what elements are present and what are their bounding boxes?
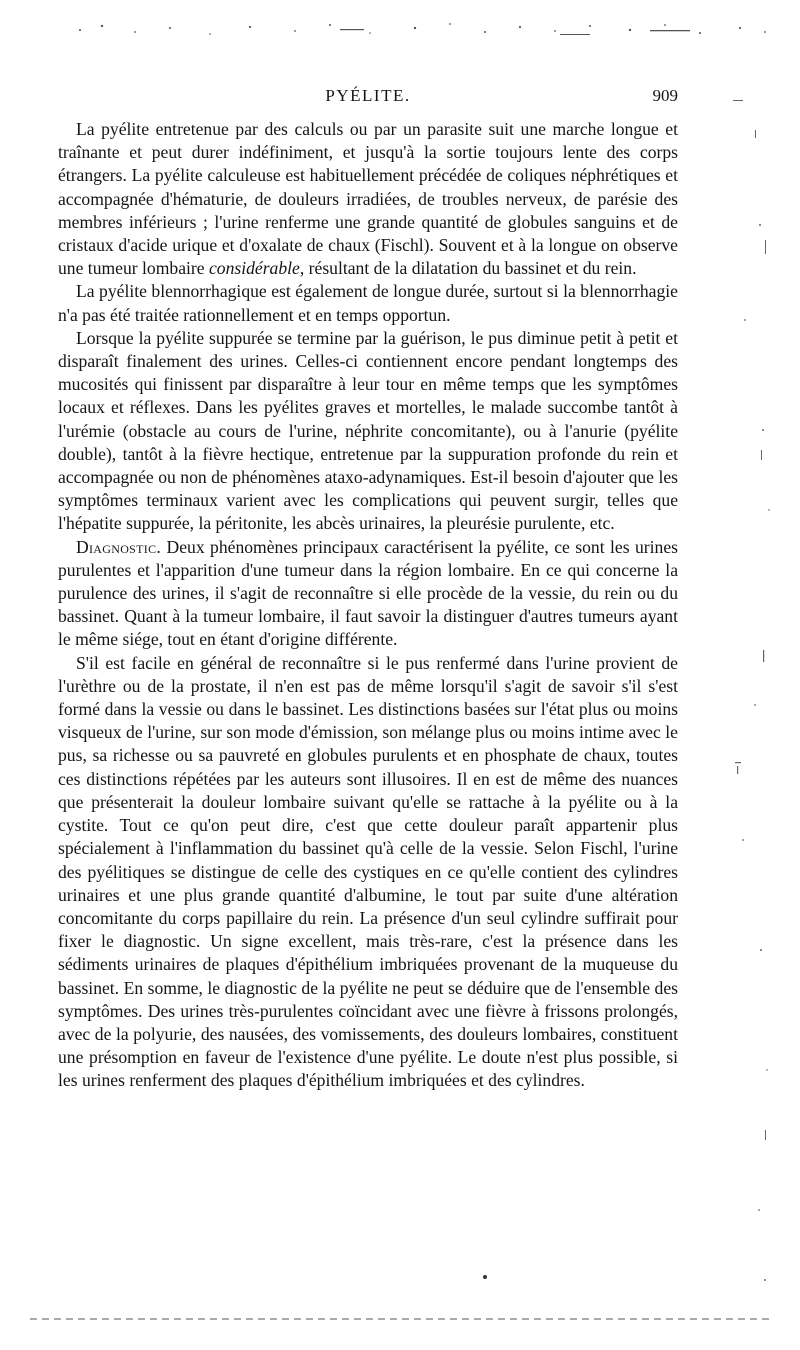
body-text: [58, 118, 678, 1093]
emphasis-text: considérable: [208, 258, 300, 279]
paragraph-text-end: , résultant de la dilatation du bassinet et du rein.: [299, 258, 637, 279]
page-number: 909: [652, 86, 678, 105]
scan-noise-top: [40, 18, 780, 48]
section-heading: Diagnostic.: [76, 536, 162, 557]
scan-noise-margin: [725, 90, 785, 1320]
paragraph-suppurative-outcome: Lorsque la pyélite suppurée se termine par la guérison, le pus diminue petit à petit et disparaît finalement des urines. Celles-ci contiennent encore pendant longtemps des mucosités qui finissent par disparaître à leur tour en même temps que les symptômes locaux et réflexes. Dans les pyélites graves et mortelles, le malade succombe tantôt à l'urémie (obstacle au cours de l'urine, néphrite concomitante), ou à l'anurie (pyélite double), tantôt à la fièvre hectique, entretenue par la suppuration profonde du rein et accompagnée ou non de phénomènes ataxo-adynamiques. Est-il besoin d'ajouter que les symptômes terminaux varient avec les complications qui peuvent surgir, telles que l'hépatite suppurée, la péritonite, les abcès urinaires, la pleurésie purulente, etc.: [58, 327, 678, 534]
footer-dashed-rule: [30, 1316, 770, 1322]
paragraph-calculous-pyelitis: [58, 118, 678, 280]
running-header: [58, 86, 678, 112]
running-title: PYÉLITE.: [325, 86, 411, 105]
paragraph-text: La pyélite entretenue par des calculs ou par un parasite suit une marche longue et traînante et peut durer indéfiniment, et jusqu'à la sortie toujours lente des corps étrangers. La pyélite calculeuse est habituellement précédée de coliques néphrétiques et accompagnée d'hématurie, de douleurs irradiées, de troubles nerveux, de parésie des membres inférieurs ; l'urine renferme une grande quantité de globules sanguins et de cristaux d'acide urique et d'oxalate de chaux (Fischl). Souvent et à la longue on observe une tumeur lombaire: [58, 119, 678, 279]
paragraph-text: Deux phénomènes principaux caractérisent la pyélite, ce sont les urines purulentes et l'apparition d'une tumeur dans la région lombaire. En ce qui concerne la purulence des urines, il s'agit de reconnaître si elle procède de la vessie, du rein ou du bassinet. Quant à la tumeur lombaire, il faut savoir la distinguer d'autres tumeurs ayant le même siége, tout en étant d'origine différente.: [58, 536, 678, 650]
paragraph-blennorrhagic-pyelitis: La pyélite blennorrhagique est également de longue durée, surtout si la blennorrhagie n'a pas été traitée rationnellement et en temps opportun.: [58, 281, 678, 325]
paragraph-diagnostic: [58, 536, 678, 652]
paragraph-differential: S'il est facile en général de reconnaître si le pus renfermé dans l'urine provient de l'urèthre ou de la prostate, il n'en est pas de même lorsqu'il s'agit de savoir s'il s'est formé dans la vessie ou dans le bassinet. Les distinctions basées sur l'état plus ou moins visqueux de l'urine, sur son mode d'émission, son mélange plus ou moins intime avec le pus, sa richesse ou sa pauvreté en globules purulents et en phosphate de chaux, toutes ces distinctions répétées par les auteurs sont illusoires. Il en est de même des nuances que présenterait la douleur lombaire suivant qu'elle se rattache à la pyélite ou à la cystite. Tout ce qu'on peut dire, c'est que cette douleur paraît appartenir plus spécialement à l'inflammation du bassinet qu'à celle de la vessie. Selon Fischl, l'urine des pyélitiques se distingue de celle des cystiques en ce qu'elle contient des cylindres urinaires et une plus grande quantité d'albumine, le tout par suite d'une altération concomitante du corps papillaire du rein. La présence d'un seul cylindre suffirait pour fixer le diagnostic. Un signe excellent, mais très-rare, c'est la présence dans les sédiments urinaires de plaques d'épithélium imbriquées provenant de la muqueuse du bassinet. En somme, le diagnostic de la pyélite ne peut se déduire que de l'ensemble des symptômes. Des urines très-purulentes coïncidant avec une fièvre à frissons prolongés, avec de la polyurie, des nausées, des vomissements, des douleurs lombaires, constituent une présomption en faveur de l'existence d'une pyélite. Le doute n'est plus possible, si les urines renferment des plaques d'épithélium imbriquées et des cylindres.: [58, 652, 678, 1091]
stray-mark: [483, 1275, 487, 1279]
